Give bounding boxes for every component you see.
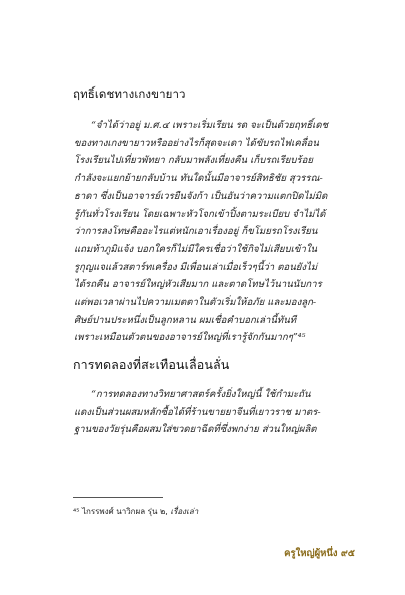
text-line: ว่าการลงโทษคืออะไรแต่หนักเอาเรื่องอยู่ ก็ขโมยรถโรงเรียน — [74, 226, 318, 238]
text-line: “การทดลองทางวิทยาศาสตร์ครั้งยิ่งใหญ่นี้ ใช้กำมะถัน — [91, 389, 311, 400]
text-line: แถมท้าภูมิแจ้ง บอกใครก็ไม่มีใครเชื่อว่าใช้กิจไม่เสียบเข้าใน — [74, 243, 318, 255]
footnote — [73, 505, 198, 518]
text-line: ของทางเกงขายาวหรืออย่างไรก็สุดจะเดา ได้ขับรถไฟเคลื่อน — [74, 137, 319, 149]
text-line: ได้รถคืน อาจารย์ใหญ่หัวเสียมาก และตาดโทษไว้นานนับการ — [74, 279, 322, 291]
text-line: “จำได้ว่าอยู่ ม.ศ.๔ เพราะเริ่มเรียน รด จะเป็นด้วยฤทธิ์เดช — [91, 120, 329, 131]
page-footer: ครูใหญ่ผู้หนึ่ง ๙๕ — [284, 548, 355, 559]
text-line: รูกุญแจแล้วสตาร์ทเครื่อง มีเพื่อนเล่าเมื่อเร็วๆนี้ว่า ตอนยังไม่ — [74, 261, 318, 273]
section-paragraph — [74, 117, 358, 347]
text-line: ศิษย์ปานประหนึ่งเป็นลูกหลาน ผมเชื่อคำบอกเล่านี้ทันที — [74, 314, 297, 326]
section-paragraph — [74, 386, 358, 439]
footnote-name: ไกรรพงศ์ นาวิกผล รุ่น ๒, — [81, 507, 168, 516]
text-line: รู้กันทั่วโรงเรียน โดยเฉพาะหัวโจกเข้าปิ้งตามระเบียบ จำไม่ได้ — [74, 208, 326, 220]
footnote-divider — [73, 497, 163, 498]
text-line: ธาดา ซึ่งเป็นอาจารย์เวรยืนจังก้า เป็นอันว่าความแตกปิดไม่มิด — [74, 190, 328, 202]
footnote-note: เรื่องเล่า — [170, 507, 199, 516]
text-line: ฐานของวัยรุ่นคือผสมใส่ขวดยาฉีดที่ซึ่งพกง่าย ส่วนใหญ่ผลิต — [74, 424, 317, 436]
section-heading: ฤทธิ์เดชทางเกงขายาว — [73, 87, 186, 101]
text-line: แต่พอเวลาผ่านไปความเมตตาในตัวเริ่มให้อภัย และมองลูก- — [74, 297, 317, 309]
footnote-mark: ⁴⁵ — [73, 507, 80, 516]
text-line: โรงเรียนไปเที่ยวพัทยา กลับมาพลังเที่ยงคืน เก็บรถเรียบร้อย — [74, 155, 313, 167]
text-line: แดงเป็นส่วนผสมหลักซื้อได้ที่ร้านขายยาจีนที่เยาวราช มาตร- — [74, 406, 321, 418]
text-line: กำลังจะแยกย้ายกลับบ้าน ทันใดนั้นมีอาจารย์สิทธิชัย สุวรรณ- — [74, 173, 323, 185]
text-line: เพราะเหมือนตัวตนของอาจารย์ใหญ่ที่เรารู้จักกันมากๆ”⁴⁵ — [74, 332, 306, 344]
section-heading: การทดลองที่สะเทือนเลื่อนลั่น — [73, 357, 230, 372]
